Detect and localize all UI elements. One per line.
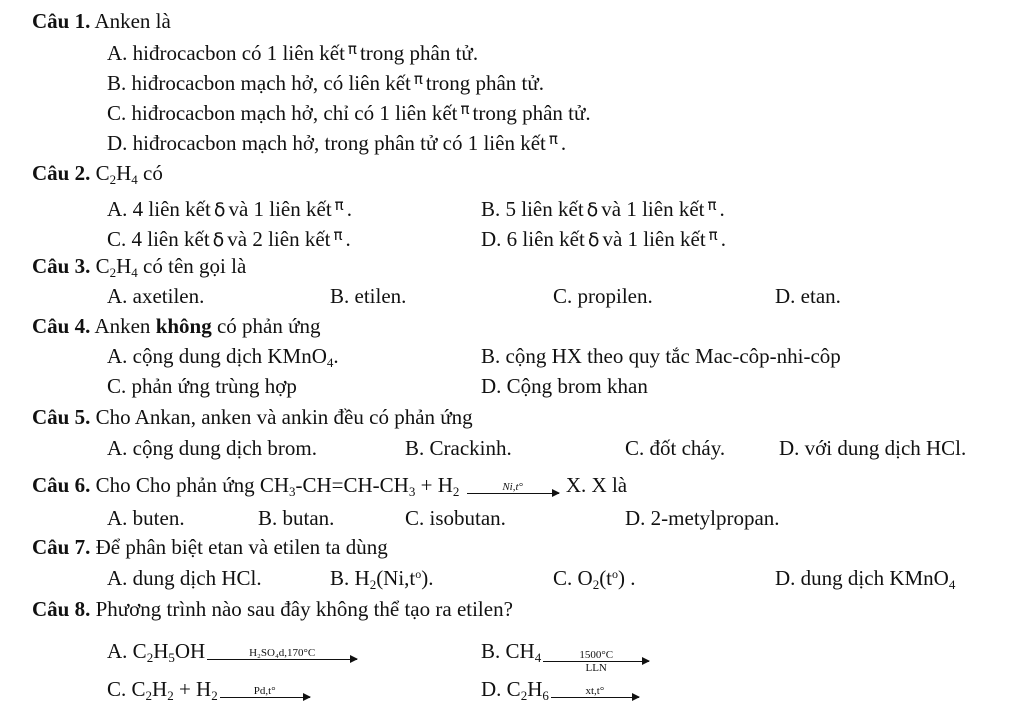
q6-option-d: D. 2-metylpropan. bbox=[625, 506, 780, 530]
q2-option-c: C. 4 liên kết δ và 2 liên kết $^\pi$ . bbox=[107, 226, 351, 251]
q8-option-d: D. $C_2H_6$ xt,t° bbox=[481, 676, 641, 702]
q8-option-a: A. $C_2H_5OH$ H₂SO₄d,170°C bbox=[107, 638, 359, 664]
question-label: Câu 1. bbox=[32, 9, 91, 33]
q4-option-d: D. Cộng brom khan bbox=[481, 374, 648, 398]
question-label: Câu 7. bbox=[32, 535, 91, 559]
q5-option-b: B. Crackinh. bbox=[405, 436, 512, 460]
reaction-arrow: 1500°C LLN bbox=[543, 649, 649, 674]
q7-option-c: C. $O_2(t^o)$ . bbox=[553, 566, 636, 592]
q1-option-c: C. hiđrocacbon mạch hở, chỉ có 1 liên kết $^\pi$ trong phân tử. bbox=[107, 100, 591, 125]
q6-option-a: A. buten. bbox=[107, 506, 185, 530]
question-label: Câu 2. bbox=[32, 161, 91, 185]
q2-option-b: B. 5 liên kết δ và 1 liên kết $^\pi$ . bbox=[481, 196, 725, 221]
q6-option-b: B. butan. bbox=[258, 506, 335, 530]
q6-option-c: C. isobutan. bbox=[405, 506, 506, 530]
question-label: Câu 6. bbox=[32, 473, 91, 497]
q5-option-a: A. cộng dung dịch brom. bbox=[107, 436, 317, 460]
q8-option-c: C. $C_2H_2 + H_2$ Pd,t° bbox=[107, 676, 312, 702]
pi-symbol: π bbox=[413, 70, 423, 88]
q4-option-b: B. cộng HX theo quy tắc Mac-côp-nhi-côp bbox=[481, 344, 841, 368]
q3-option-a: A. axetilen. bbox=[107, 284, 205, 308]
question-6-title: Câu 6. Cho Cho phản ứng $CH_3-CH=CH-CH_3 + H_2$ Ni,t° X. X là bbox=[32, 473, 628, 499]
pi-symbol: π bbox=[460, 100, 470, 118]
q2-option-a: A. 4 liên kết δ và 1 liên kết $^\pi$ . bbox=[107, 196, 352, 221]
q5-option-c: C. đốt cháy. bbox=[625, 436, 726, 460]
question-7-title: Câu 7. Để phân biệt etan và etilen ta dùng bbox=[32, 535, 388, 559]
q3-option-b: B. etilen. bbox=[330, 284, 407, 308]
q4-option-a: A. cộng dung dịch KMnO$_4$. bbox=[107, 344, 339, 370]
q1-option-b: B. hiđrocacbon mạch hở, có liên kết $^\pi$ trong phân tử. bbox=[107, 70, 544, 95]
question-3-title: Câu 3. $C_2H_4$ có tên gọi là bbox=[32, 254, 247, 280]
pi-symbol: π bbox=[347, 40, 357, 58]
q5-option-d: D. với dung dịch HCl. bbox=[779, 436, 967, 460]
question-label: Câu 5. bbox=[32, 405, 91, 429]
reaction-arrow: H₂SO₄d,170°C bbox=[207, 647, 357, 660]
question-4-title: Câu 4. Anken không có phản ứng bbox=[32, 314, 321, 338]
q7-option-d: D. dung dịch KMnO$_4$ bbox=[775, 566, 956, 592]
question-label: Câu 4. bbox=[32, 314, 91, 338]
question-label: Câu 8. bbox=[32, 597, 91, 621]
q7-option-b: B. $H_2(Ni,t^o)$. bbox=[330, 566, 434, 592]
reaction-arrow: xt,t° bbox=[551, 685, 639, 698]
question-8-title: Câu 8. Phương trình nào sau đây không thể tạo ra etilen? bbox=[32, 597, 513, 621]
q2-option-d: D. 6 liên kết δ và 1 liên kết $^\pi$ . bbox=[481, 226, 726, 251]
question-2-title: Câu 2. $C_2H_4$ có bbox=[32, 161, 163, 187]
question-5-title: Câu 5. Cho Ankan, anken và ankin đều có phản ứng bbox=[32, 405, 473, 429]
reaction-arrow: Ni,t° bbox=[467, 481, 559, 494]
q1-option-d: D. hiđrocacbon mạch hở, trong phân tử có 1 liên kết $^\pi$ . bbox=[107, 130, 567, 155]
q8-option-b: B. $CH_4$ 1500°C LLN bbox=[481, 638, 651, 666]
q1-option-a: A. hiđrocacbon có 1 liên kết $^\pi$ trong phân tử. bbox=[107, 40, 479, 65]
reaction-arrow: Pd,t° bbox=[220, 685, 310, 698]
pi-symbol: π bbox=[548, 130, 558, 148]
q3-option-d: D. etan. bbox=[775, 284, 841, 308]
question-1-title: Câu 1. Anken là bbox=[32, 9, 171, 33]
q4-option-c: C. phản ứng trùng hợp bbox=[107, 374, 297, 398]
question-label: Câu 3. bbox=[32, 254, 91, 278]
q3-option-c: C. propilen. bbox=[553, 284, 653, 308]
q7-option-a: A. dung dịch HCl. bbox=[107, 566, 262, 590]
